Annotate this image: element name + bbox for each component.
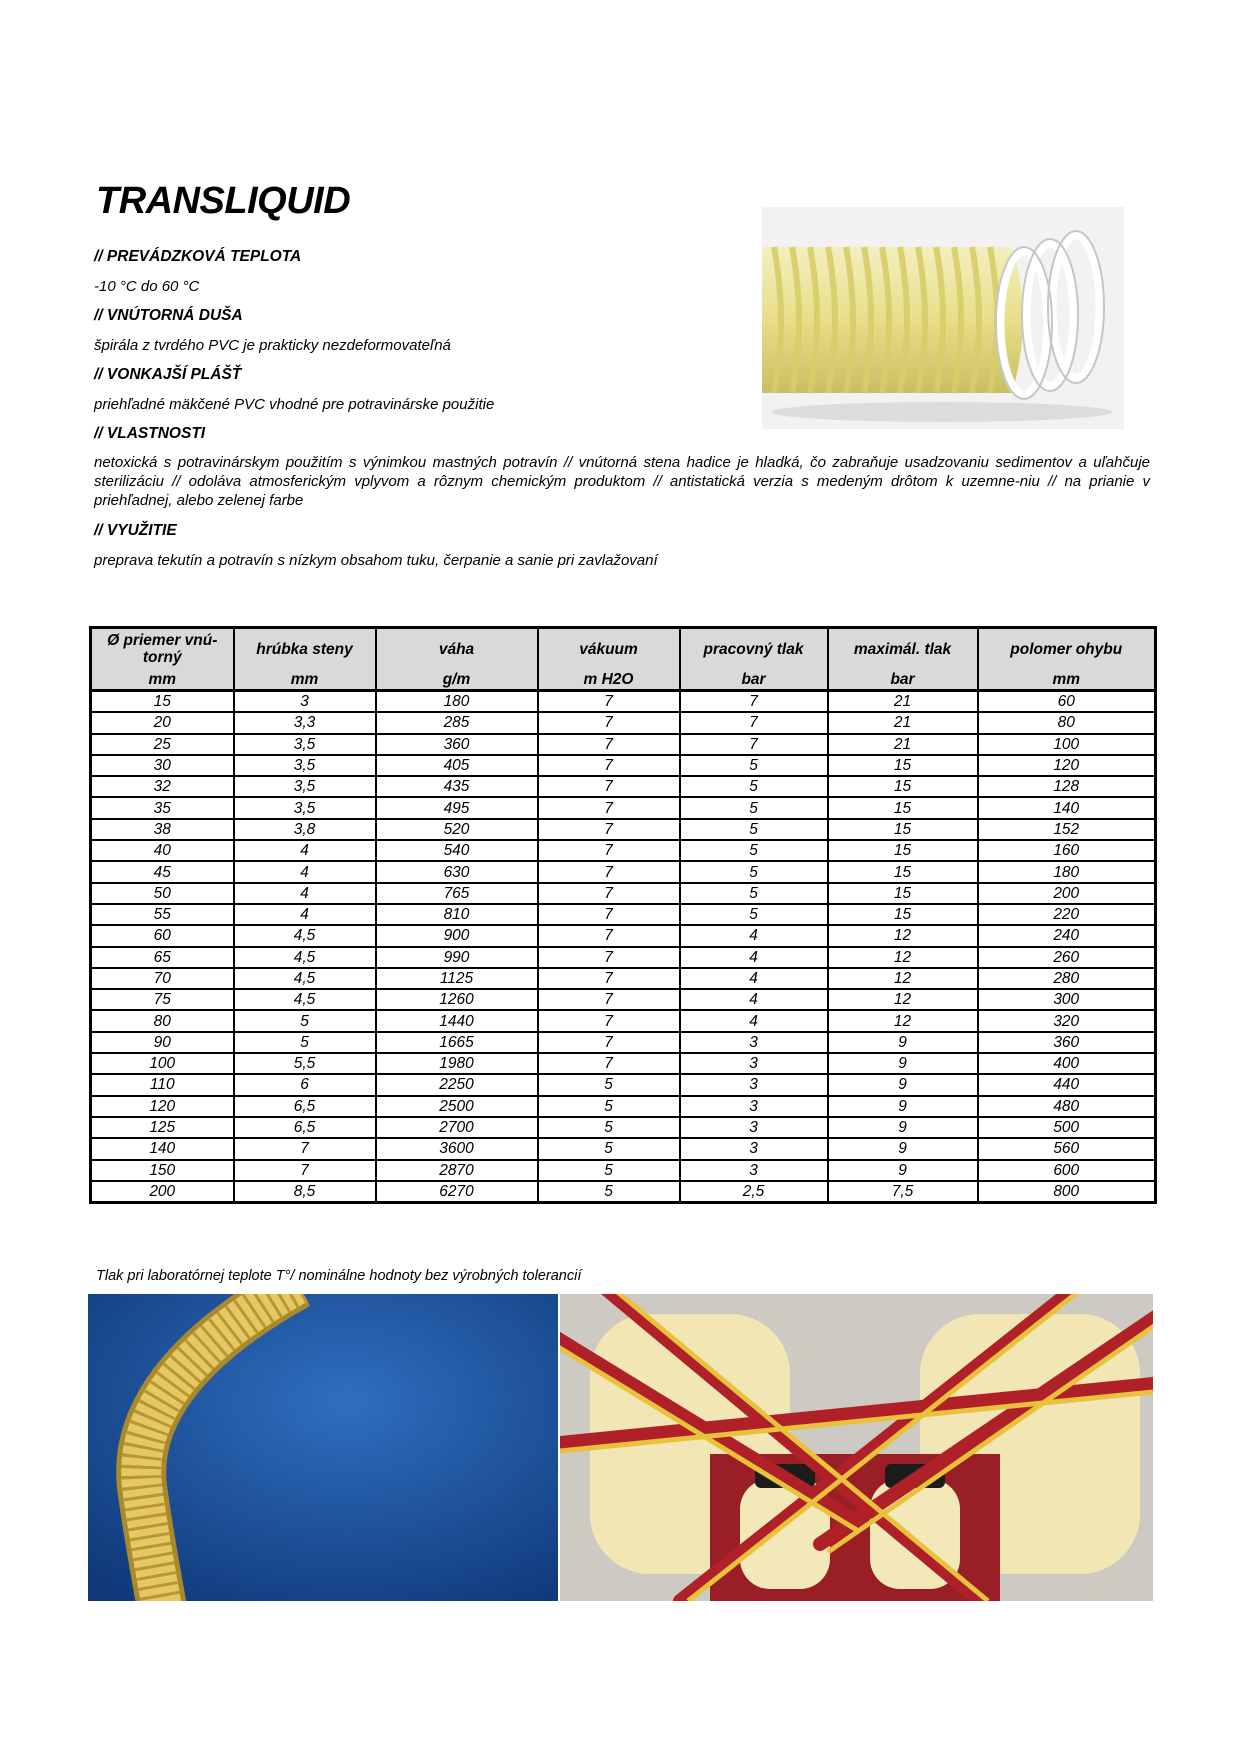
section-text-usage: preprava tekutín a potravín s nízkym obsahom tuku, čerpanie a sanie pri zavlažovaní <box>94 552 658 569</box>
unit-working-pressure: bar <box>680 669 828 691</box>
table-row <box>91 1096 1156 1117</box>
table-cell: 4 <box>680 968 828 989</box>
table-cell: 15 <box>91 691 234 713</box>
table-row <box>91 861 1156 882</box>
table-cell: 7 <box>680 712 828 733</box>
table-cell: 3 <box>680 1117 828 1138</box>
table-cell: 7 <box>538 904 680 925</box>
page-title: TRANSLIQUID <box>96 180 351 222</box>
table-cell: 500 <box>978 1117 1156 1138</box>
table-cell: 5 <box>538 1138 680 1159</box>
table-cell: 15 <box>828 776 978 797</box>
table-cell: 360 <box>376 734 538 755</box>
table-cell: 5 <box>538 1074 680 1095</box>
table-cell: 3 <box>680 1096 828 1117</box>
table-cell: 4 <box>234 840 376 861</box>
table-cell: 5 <box>680 776 828 797</box>
table-cell: 520 <box>376 819 538 840</box>
table-cell: 80 <box>978 712 1156 733</box>
table-cell: 9 <box>828 1032 978 1053</box>
table-cell: 9 <box>828 1138 978 1159</box>
table-cell: 3 <box>680 1053 828 1074</box>
table-cell: 2870 <box>376 1160 538 1181</box>
table-cell: 140 <box>91 1138 234 1159</box>
table-cell: 4,5 <box>234 925 376 946</box>
table-cell: 220 <box>978 904 1156 925</box>
table-cell: 15 <box>828 883 978 904</box>
table-cell: 1260 <box>376 989 538 1010</box>
table-cell: 1440 <box>376 1010 538 1031</box>
table-cell: 9 <box>828 1117 978 1138</box>
table-body <box>91 691 1156 1203</box>
table-cell: 30 <box>91 755 234 776</box>
table-cell: 495 <box>376 797 538 818</box>
table-cell: 9 <box>828 1053 978 1074</box>
table-cell: 70 <box>91 968 234 989</box>
table-cell: 6,5 <box>234 1117 376 1138</box>
table-cell: 100 <box>978 734 1156 755</box>
table-cell: 4 <box>680 925 828 946</box>
table-cell: 12 <box>828 968 978 989</box>
table-cell: 140 <box>978 797 1156 818</box>
table-cell: 405 <box>376 755 538 776</box>
table-cell: 110 <box>91 1074 234 1095</box>
table-cell: 3,8 <box>234 819 376 840</box>
table-cell: 25 <box>91 734 234 755</box>
col-header-weight: váha <box>376 628 538 670</box>
sprayer-photo <box>560 1294 1153 1601</box>
specification-table <box>89 626 1157 1204</box>
section-heading-usage: // VYUŽITIE <box>94 522 177 539</box>
table-cell: 32 <box>91 776 234 797</box>
table-cell: 435 <box>376 776 538 797</box>
table-cell: 7 <box>538 776 680 797</box>
table-cell: 5 <box>680 819 828 840</box>
unit-wall: mm <box>234 669 376 691</box>
table-cell: 5 <box>680 904 828 925</box>
table-cell: 12 <box>828 947 978 968</box>
table-cell: 800 <box>978 1181 1156 1203</box>
table-cell: 2500 <box>376 1096 538 1117</box>
table-cell: 7 <box>538 925 680 946</box>
table-cell: 5,5 <box>234 1053 376 1074</box>
unit-vacuum: m H2O <box>538 669 680 691</box>
table-row <box>91 755 1156 776</box>
table-cell: 7,5 <box>828 1181 978 1203</box>
table-cell: 560 <box>978 1138 1156 1159</box>
table-cell: 7 <box>538 947 680 968</box>
table-row <box>91 883 1156 904</box>
table-cell: 3,5 <box>234 797 376 818</box>
table-row <box>91 776 1156 797</box>
table-cell: 9 <box>828 1160 978 1181</box>
col-header-bend-radius: polomer ohybu <box>978 628 1156 670</box>
table-cell: 3600 <box>376 1138 538 1159</box>
section-text-inner-tube: špirála z tvrdého PVC je prakticky nezdeformovateľná <box>94 337 451 354</box>
table-cell: 7 <box>538 883 680 904</box>
table-cell: 150 <box>91 1160 234 1181</box>
table-row <box>91 691 1156 713</box>
sprayer-illustration <box>560 1294 1153 1601</box>
col-header-max-pressure: maximál. tlak <box>828 628 978 670</box>
table-row <box>91 1032 1156 1053</box>
table-cell: 5 <box>234 1010 376 1031</box>
table-cell: 60 <box>978 691 1156 713</box>
section-heading-inner-tube: // VNÚTORNÁ DUŠA <box>94 307 243 324</box>
table-cell: 900 <box>376 925 538 946</box>
table-cell: 160 <box>978 840 1156 861</box>
table-cell: 480 <box>978 1096 1156 1117</box>
table-cell: 7 <box>538 691 680 713</box>
table-cell: 360 <box>978 1032 1156 1053</box>
table-cell: 1980 <box>376 1053 538 1074</box>
table-cell: 55 <box>91 904 234 925</box>
table-cell: 50 <box>91 883 234 904</box>
table-cell: 4 <box>680 989 828 1010</box>
table-cell: 40 <box>91 840 234 861</box>
table-cell: 3,5 <box>234 755 376 776</box>
section-heading-properties: // VLASTNOSTI <box>94 425 206 442</box>
table-cell: 38 <box>91 819 234 840</box>
table-cell: 300 <box>978 989 1156 1010</box>
table-cell: 4 <box>680 1010 828 1031</box>
table-cell: 5 <box>234 1032 376 1053</box>
table-header-row <box>91 628 1156 670</box>
table-cell: 2700 <box>376 1117 538 1138</box>
section-text-temperature: -10 °C do 60 °C <box>94 278 200 295</box>
table-cell: 5 <box>538 1117 680 1138</box>
table-cell: 2,5 <box>680 1181 828 1203</box>
table-cell: 12 <box>828 989 978 1010</box>
table-cell: 5 <box>680 861 828 882</box>
table-cell: 440 <box>978 1074 1156 1095</box>
table-cell: 600 <box>978 1160 1156 1181</box>
table-row <box>91 968 1156 989</box>
table-cell: 6 <box>234 1074 376 1095</box>
table-cell: 75 <box>91 989 234 1010</box>
table-cell: 4 <box>234 883 376 904</box>
table-cell: 21 <box>828 691 978 713</box>
col-header-diameter: Ø priemer vnú-torný <box>91 628 234 670</box>
table-cell: 3,5 <box>234 776 376 797</box>
section-heading-outer-cover: // VONKAJŠÍ PLÁŠŤ <box>94 366 242 383</box>
table-cell: 3 <box>680 1032 828 1053</box>
table-cell: 7 <box>538 1053 680 1074</box>
table-row <box>91 1160 1156 1181</box>
table-cell: 7 <box>538 861 680 882</box>
table-cell: 7 <box>538 1010 680 1031</box>
table-cell: 200 <box>91 1181 234 1203</box>
table-cell: 12 <box>828 1010 978 1031</box>
yellow-hose-photo <box>88 1294 558 1601</box>
table-row <box>91 797 1156 818</box>
table-cell: 3 <box>680 1138 828 1159</box>
table-cell: 60 <box>91 925 234 946</box>
unit-max-pressure: bar <box>828 669 978 691</box>
table-cell: 2250 <box>376 1074 538 1095</box>
table-cell: 5 <box>680 797 828 818</box>
table-row <box>91 1053 1156 1074</box>
table-cell: 4 <box>680 947 828 968</box>
table-cell: 4,5 <box>234 947 376 968</box>
table-row <box>91 840 1156 861</box>
table-cell: 280 <box>978 968 1156 989</box>
table-cell: 15 <box>828 819 978 840</box>
table-cell: 7 <box>234 1160 376 1181</box>
table-row <box>91 904 1156 925</box>
unit-diameter: mm <box>91 669 234 691</box>
table-cell: 7 <box>538 968 680 989</box>
table-cell: 1125 <box>376 968 538 989</box>
unit-weight: g/m <box>376 669 538 691</box>
table-cell: 6,5 <box>234 1096 376 1117</box>
col-header-wall: hrúbka steny <box>234 628 376 670</box>
table-cell: 5 <box>538 1160 680 1181</box>
table-cell: 7 <box>538 819 680 840</box>
table-cell: 152 <box>978 819 1156 840</box>
table-cell: 4 <box>234 904 376 925</box>
table-row <box>91 925 1156 946</box>
table-cell: 7 <box>680 691 828 713</box>
table-cell: 3,5 <box>234 734 376 755</box>
table-row <box>91 734 1156 755</box>
table-cell: 3 <box>680 1074 828 1095</box>
table-cell: 21 <box>828 734 978 755</box>
table-cell: 7 <box>538 734 680 755</box>
table-cell: 65 <box>91 947 234 968</box>
table-cell: 12 <box>828 925 978 946</box>
table-cell: 5 <box>538 1181 680 1203</box>
table-cell: 180 <box>978 861 1156 882</box>
table-cell: 320 <box>978 1010 1156 1031</box>
product-properties <box>94 246 1154 579</box>
section-text-properties: netoxická s potravinárskym použitím s výnimkou mastných potravín // vnútorná stena hadice je hladká, čo zabraňuje usadzovaniu sedimentov a uľahčuje sterilizáciu // odoláva atmosferickým vplyvom a rôznym chemickým produktom // antistatická verzia s medeným drôtom k uzemne-niu // na prianie v priehľadnej, alebo zelenej farbe <box>94 454 1150 509</box>
table-cell: 15 <box>828 904 978 925</box>
table-cell: 7 <box>538 712 680 733</box>
table-cell: 5 <box>680 755 828 776</box>
table-cell: 200 <box>978 883 1156 904</box>
table-cell: 765 <box>376 883 538 904</box>
table-cell: 630 <box>376 861 538 882</box>
table-cell: 21 <box>828 712 978 733</box>
table-cell: 240 <box>978 925 1156 946</box>
table-cell: 3 <box>234 691 376 713</box>
table-row <box>91 1138 1156 1159</box>
table-row <box>91 1074 1156 1095</box>
table-footnote: Tlak pri laboratórnej teplote T°/ nominálne hodnoty bez výrobných tolerancií <box>96 1268 582 1284</box>
table-cell: 120 <box>978 755 1156 776</box>
table-cell: 9 <box>828 1074 978 1095</box>
table-cell: 7 <box>234 1138 376 1159</box>
table-cell: 5 <box>680 840 828 861</box>
table-row <box>91 712 1156 733</box>
table-cell: 4 <box>234 861 376 882</box>
table-cell: 90 <box>91 1032 234 1053</box>
table-units-row <box>91 669 1156 691</box>
table-row <box>91 989 1156 1010</box>
table-cell: 7 <box>538 797 680 818</box>
table-cell: 180 <box>376 691 538 713</box>
table-row <box>91 1117 1156 1138</box>
table-cell: 3 <box>680 1160 828 1181</box>
table-cell: 15 <box>828 755 978 776</box>
table-cell: 120 <box>91 1096 234 1117</box>
table-row <box>91 947 1156 968</box>
table-cell: 7 <box>538 840 680 861</box>
table-cell: 5 <box>680 883 828 904</box>
table-cell: 990 <box>376 947 538 968</box>
table-cell: 7 <box>538 1032 680 1053</box>
table-cell: 20 <box>91 712 234 733</box>
table-cell: 9 <box>828 1096 978 1117</box>
table-cell: 15 <box>828 797 978 818</box>
table-cell: 7 <box>538 755 680 776</box>
table-cell: 15 <box>828 840 978 861</box>
col-header-working-pressure: pracovný tlak <box>680 628 828 670</box>
table-cell: 540 <box>376 840 538 861</box>
table-cell: 7 <box>538 989 680 1010</box>
table-cell: 8,5 <box>234 1181 376 1203</box>
table-cell: 3,3 <box>234 712 376 733</box>
table-cell: 810 <box>376 904 538 925</box>
table-cell: 4,5 <box>234 989 376 1010</box>
table-cell: 285 <box>376 712 538 733</box>
table-cell: 4,5 <box>234 968 376 989</box>
table-cell: 45 <box>91 861 234 882</box>
table-cell: 1665 <box>376 1032 538 1053</box>
section-text-outer-cover: priehľadné mäkčené PVC vhodné pre potravinárske použitie <box>94 396 495 413</box>
yellow-hose-illustration <box>88 1294 558 1601</box>
col-header-vacuum: vákuum <box>538 628 680 670</box>
table-row <box>91 819 1156 840</box>
table-cell: 128 <box>978 776 1156 797</box>
table-cell: 125 <box>91 1117 234 1138</box>
unit-bend-radius: mm <box>978 669 1156 691</box>
table-cell: 400 <box>978 1053 1156 1074</box>
section-heading-temperature: // PREVÁDZKOVÁ TEPLOTA <box>94 248 302 265</box>
table-cell: 5 <box>538 1096 680 1117</box>
table-cell: 15 <box>828 861 978 882</box>
table-cell: 260 <box>978 947 1156 968</box>
table-row <box>91 1181 1156 1203</box>
table-cell: 7 <box>680 734 828 755</box>
table-cell: 6270 <box>376 1181 538 1203</box>
table-cell: 35 <box>91 797 234 818</box>
table-row <box>91 1010 1156 1031</box>
table-cell: 100 <box>91 1053 234 1074</box>
table-cell: 80 <box>91 1010 234 1031</box>
